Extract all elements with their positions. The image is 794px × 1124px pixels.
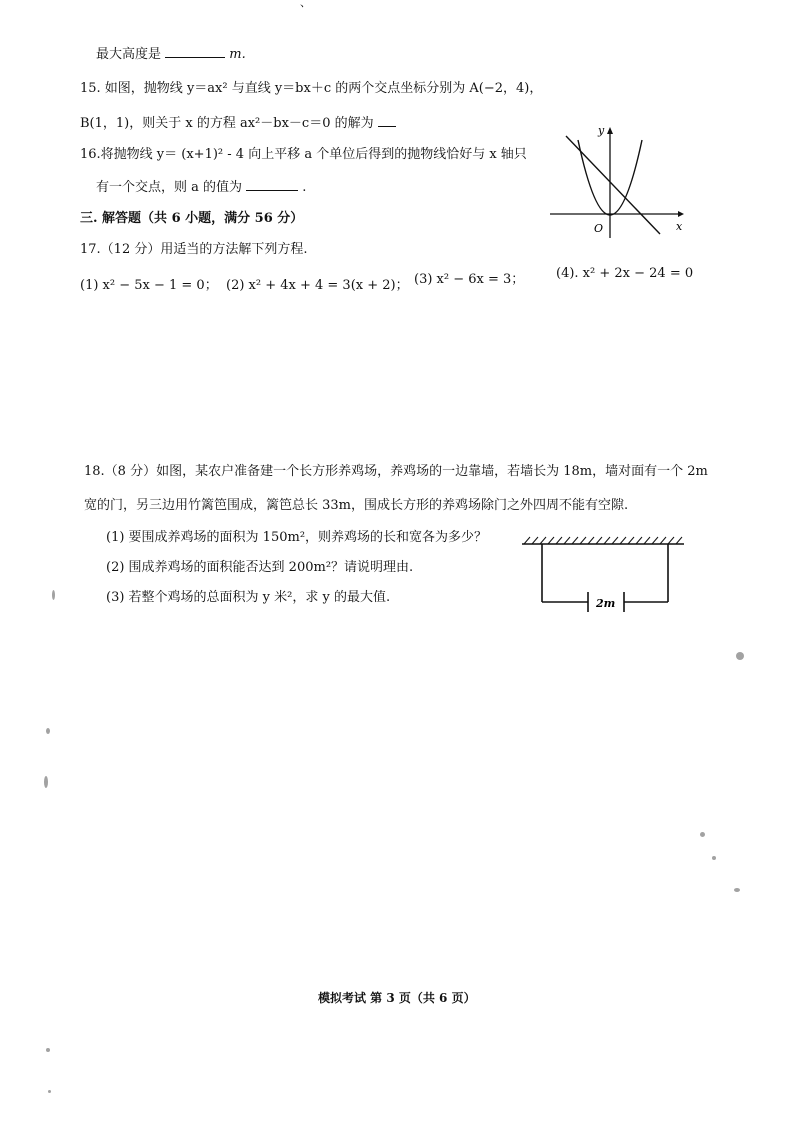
scan-speck (48, 1090, 51, 1093)
scan-speck (46, 728, 50, 734)
q16-line2 (96, 176, 306, 195)
q17-eq2: (2) x² + 4x + 4 = 3(x + 2)； (226, 278, 409, 293)
x-axis-label: x (676, 220, 683, 233)
scan-speck (700, 832, 705, 837)
scan-speck (736, 652, 744, 660)
q15-line2-text: B(1，1)，则关于 x 的方程 ax²－bx－c＝0 的解为 (80, 116, 374, 131)
q17-eq4: (4). x² + 2x − 24 = 0 (556, 266, 694, 281)
scan-speck (46, 1048, 50, 1052)
answer-blank (378, 114, 396, 127)
scan-speck (52, 590, 55, 600)
answer-blank (246, 178, 298, 191)
q17-title: 17.（12 分）用适当的方法解下列方程. (80, 242, 308, 257)
origin-label: O (594, 222, 604, 235)
q15-line1: 15. 如图，抛物线 y＝ax² 与直线 y＝bx＋c 的两个交点坐标分别为 A(−2，4)， (80, 81, 543, 96)
q18-line1: 18.（8 分）如图，某农户准备建一个长方形养鸡场，养鸡场的一边靠墙，若墙长为 18m，墙对面有一个 2m (84, 464, 708, 479)
scan-speck (712, 856, 716, 860)
q14-tail (96, 43, 246, 62)
y-axis-label: y (598, 124, 605, 137)
q18-sub1: (1) 要围成养鸡场的面积为 150m²，则养鸡场的长和宽各为多少？ (106, 530, 488, 545)
section-heading: 三. 解答题（共 6 小题，满分 56 分） (80, 211, 304, 226)
parabola-line-graph (548, 122, 688, 240)
door-width-label: 2m (596, 597, 616, 610)
chicken-coop-diagram (520, 532, 686, 616)
q18-line2: 宽的门，另三边用竹篱笆围成，篱笆总长 33m，围成长方形的养鸡场除门之外四周不能有空隙. (84, 498, 629, 513)
wall-hatching (524, 537, 682, 544)
q14-unit: m. (229, 47, 246, 62)
straight-line (566, 136, 660, 234)
q16-line2-prefix: 有一个交点，则 a 的值为 (96, 180, 243, 195)
q18-sub2: (2) 围成养鸡场的面积能否达到 200m²？请说明理由. (106, 560, 414, 575)
q16-line2-suffix: . (302, 180, 307, 195)
scan-speck (734, 888, 740, 892)
x-axis-arrow (678, 211, 684, 217)
y-axis-arrow (607, 127, 613, 134)
q17-eq1: (1) x² − 5x − 1 = 0； (80, 278, 218, 293)
header-partial: 、 (300, 0, 311, 9)
page-footer: 模拟考试 第 3 页（共 6 页） (318, 991, 476, 1005)
q16-line1: 16.将抛物线 y＝ (x+1)² - 4 向上平移 a 个单位后得到的抛物线恰好与 x 轴只 (80, 147, 527, 162)
scan-speck (44, 776, 48, 788)
q14-prefix: 最大高度是 (96, 47, 162, 62)
answer-blank (165, 45, 225, 58)
q17-eq3: (3) x² − 6x = 3； (414, 272, 525, 287)
q18-sub3: (3) 若整个鸡场的总面积为 y 米²，求 y 的最大值. (106, 590, 391, 605)
q15-line2 (80, 112, 396, 131)
